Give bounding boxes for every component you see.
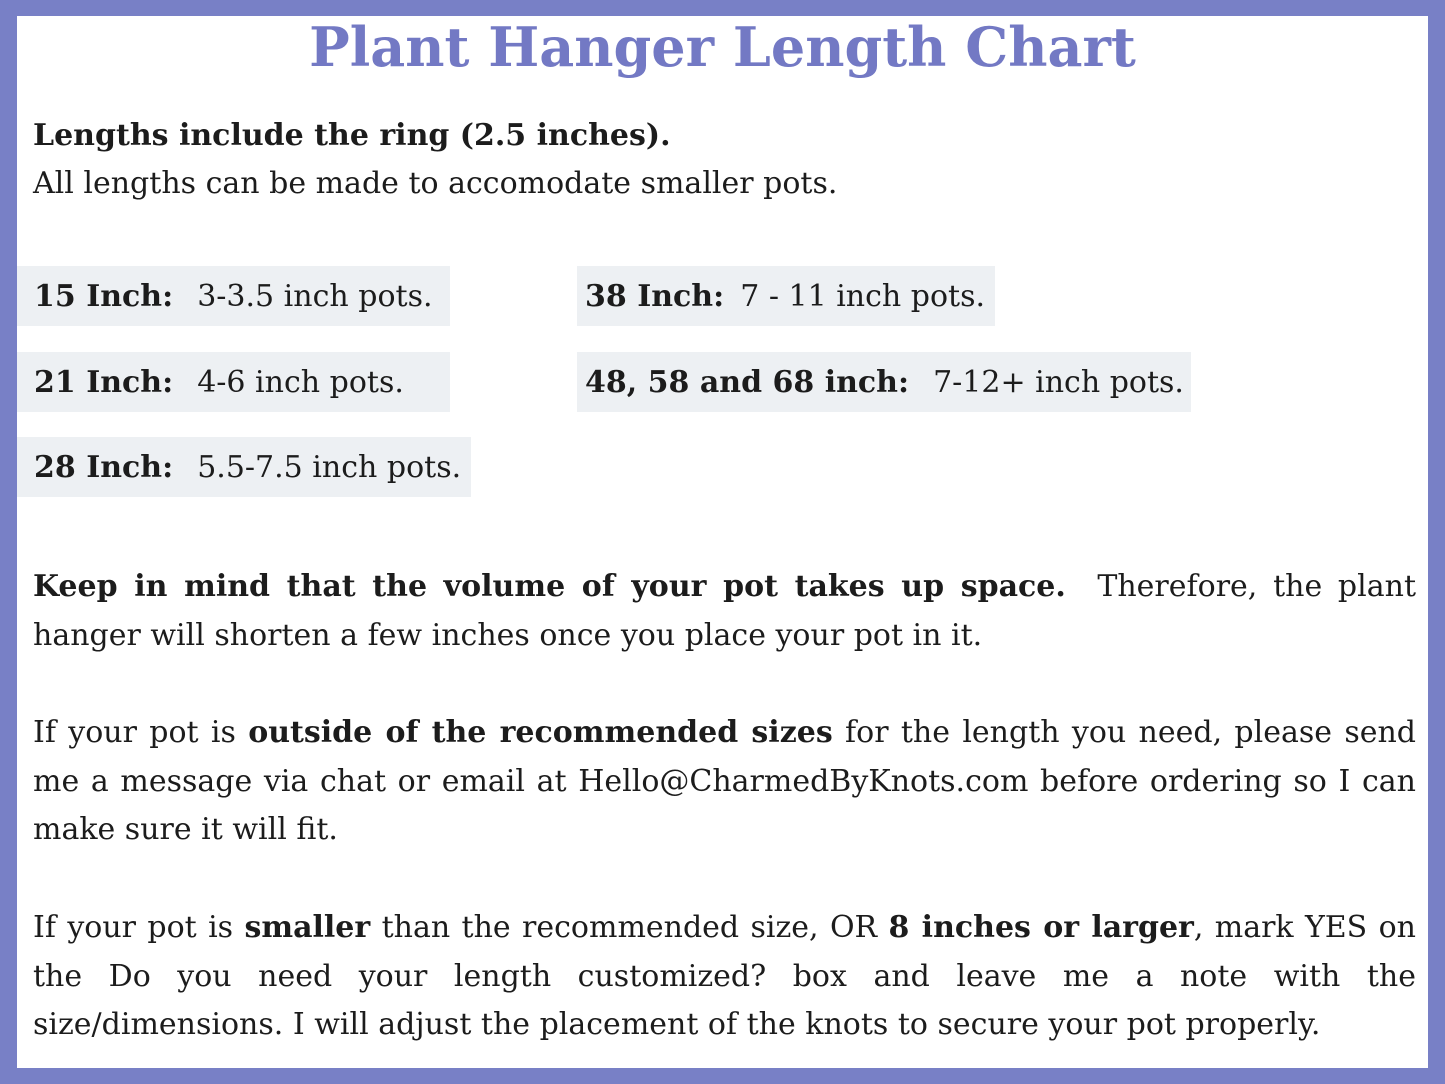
smaller-note-pre: If your pot is [33,910,234,945]
smaller-larger-note [33,904,1416,1050]
length-chip-28 [17,437,471,497]
outside-note-bold: outside of the recommended sizes [248,715,833,750]
outside-note-text: for the length you need, please send me a message via chat or email at Hello@CharmedByKnots.com before ordering so I can make sure it will fit. [33,715,1416,847]
length-label: 28 Inch: [34,449,174,485]
pot-size: 7 - 11 inch pots. [740,278,986,314]
smaller-note-mid: than the recommended size, OR [381,910,878,945]
volume-note-text: Therefore, the plant hanger will shorten a few inches once you place your pot in it. [33,569,1416,653]
intro-smaller-pots-note: All lengths can be made to accomodate smaller pots. [33,166,838,201]
length-chip-15 [17,266,450,326]
larger-note-bold: 8 inches or larger [888,910,1194,945]
length-label: 21 Inch: [34,364,174,400]
intro-ring-note: Lengths include the ring (2.5 inches). [33,118,671,153]
pot-size: 3-3.5 inch pots. [197,278,433,314]
smaller-note-bold: smaller [244,910,371,945]
pot-size: 4-6 inch pots. [197,364,404,400]
pot-size: 7-12+ inch pots. [933,364,1184,400]
length-label: 48, 58 and 68 inch: [585,364,910,400]
length-chip-38 [577,266,995,326]
intro [33,112,1413,208]
outside-sizes-note [33,709,1416,855]
outside-note-pre: If your pot is [33,715,236,750]
pot-size: 5.5-7.5 inch pots. [197,449,462,485]
volume-note-bold: Keep in mind that the volume of your pot takes up space. [33,569,1066,604]
smaller-note-text: , mark YES on the Do you need your length customized? box and leave me a note with the size/dimensions. I will adjust the placement of the knots to secure your pot properly. [33,910,1416,1042]
length-chip-48-58-68 [577,352,1191,412]
page-title: Plant Hanger Length Chart [309,15,1136,79]
volume-note [33,563,1416,660]
length-label: 38 Inch: [585,278,725,314]
length-label: 15 Inch: [34,278,174,314]
chart-sheet [17,16,1428,1068]
length-chip-21 [17,352,450,412]
